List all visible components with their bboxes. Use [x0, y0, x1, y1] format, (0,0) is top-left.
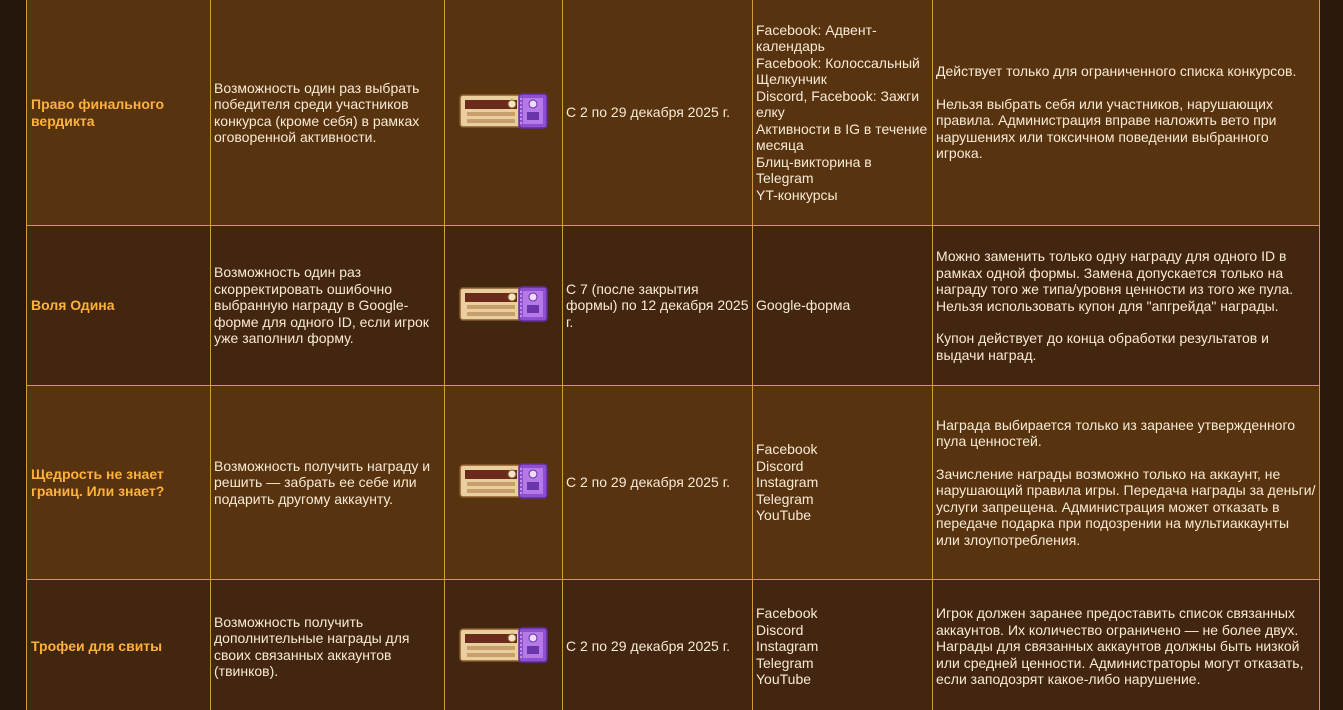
platform-item: Telegram	[756, 490, 814, 507]
reward-name: Право финального вердикта	[27, 0, 211, 226]
reward-name: Воля Одина	[27, 226, 211, 386]
platform-item: Facebook: Колоссальный Щелкунчик	[756, 54, 920, 88]
reward-notes	[933, 226, 1320, 386]
platform-item: Google-форма	[756, 297, 851, 314]
note-paragraph: Награда выбирается только из заранее утвержденного пула ценностей.	[936, 416, 1296, 450]
reward-where	[753, 226, 933, 386]
reward-description: Возможность получить дополнительные награды для своих связанных аккаунтов (твинков).	[211, 580, 445, 710]
reward-where	[753, 0, 933, 226]
platform-item: Блиц-викторина в Telegram	[756, 153, 872, 187]
platform-item: Facebook	[756, 441, 818, 458]
coupon-cell	[445, 226, 563, 386]
reward-notes	[933, 0, 1320, 226]
platform-item: Facebook: Адвент-календарь	[756, 21, 877, 55]
coupon-ticket-icon	[459, 92, 549, 134]
note-paragraph: Зачисление награды возможно только на аккаунт, не нарушающий правила игры. Передача награды за деньги/услуги запрещена. Администрация может отказать в передаче подарка при подозрении на мультиаккаунты или злоупотребления.	[936, 465, 1316, 548]
table-row	[27, 386, 1320, 580]
rewards-table	[26, 0, 1320, 710]
reward-where	[753, 386, 933, 580]
reward-period: С 2 по 29 декабря 2025 г.	[563, 386, 753, 580]
note-paragraph: Действует только для ограниченного списка конкурсов.	[936, 63, 1297, 80]
coupon-ticket-icon	[459, 626, 549, 668]
reward-description: Возможность получить награду и решить — забрать ее себе или подарить другому аккаунту.	[211, 386, 445, 580]
platform-item: Instagram	[756, 474, 819, 491]
coupon-cell	[445, 0, 563, 226]
table-row	[27, 226, 1320, 386]
platform-item: Активности в IG в течение месяца	[756, 120, 928, 154]
reward-name: Щедрость не знает границ. Или знает?	[27, 386, 211, 580]
reward-where	[753, 580, 933, 710]
platform-item: Instagram	[756, 638, 819, 655]
reward-period: С 7 (после закрытия формы) по 12 декабря 2025 г.	[563, 226, 753, 386]
note-paragraph: Можно заменить только одну награду для одного ID в рамках одной формы. Замена допускается только на награду того же типа/уровня ценности из того же пула. Нельзя использовать купон для "апгрейда" награды.	[936, 248, 1294, 314]
reward-period: С 2 по 29 декабря 2025 г.	[563, 580, 753, 710]
reward-description: Возможность один раз скорректировать ошибочно выбранную награду в Google-форме для одного ID, если игрок уже заполнил форму.	[211, 226, 445, 386]
platform-item: Facebook	[756, 605, 818, 622]
left-border-strip	[0, 0, 26, 710]
reward-notes	[933, 580, 1320, 710]
reward-name: Трофеи для свиты	[27, 580, 211, 710]
note-paragraph: Нельзя выбрать себя или участников, нарушающих правила. Администрация вправе наложить вето при нарушениях или токсичном поведении выбранного игрока.	[936, 95, 1277, 162]
platform-item: Discord	[756, 457, 804, 474]
table-row	[27, 580, 1320, 710]
reward-notes	[933, 386, 1320, 580]
right-border-strip	[1317, 0, 1343, 710]
note-paragraph: Игрок должен заранее предоставить список связанных аккаунтов. Их количество ограничено — не более двух. Награды для связанных аккаунтов должны быть низкой или средней ценности. Администраторы могут отказать, если заподозрят какое-либо нарушение.	[936, 605, 1304, 688]
platform-item: Discord	[756, 621, 804, 638]
reward-description: Возможность один раз выбрать победителя среди участников конкурса (кроме себя) в рамках оговоренной активности.	[211, 0, 445, 226]
platform-item: Discord, Facebook: Зажги елку	[756, 87, 920, 121]
table-row	[27, 0, 1320, 226]
coupon-cell	[445, 386, 563, 580]
platform-item: Telegram	[756, 654, 814, 671]
platform-item: YouTube	[756, 507, 812, 524]
reward-period: С 2 по 29 декабря 2025 г.	[563, 0, 753, 226]
coupon-ticket-icon	[459, 285, 549, 327]
platform-item: YouTube	[756, 671, 812, 688]
platform-item: YT-конкурсы	[756, 186, 838, 203]
coupon-cell	[445, 580, 563, 710]
coupon-ticket-icon	[459, 462, 549, 504]
note-paragraph: Купон действует до конца обработки результатов и выдачи наград.	[936, 330, 1269, 363]
